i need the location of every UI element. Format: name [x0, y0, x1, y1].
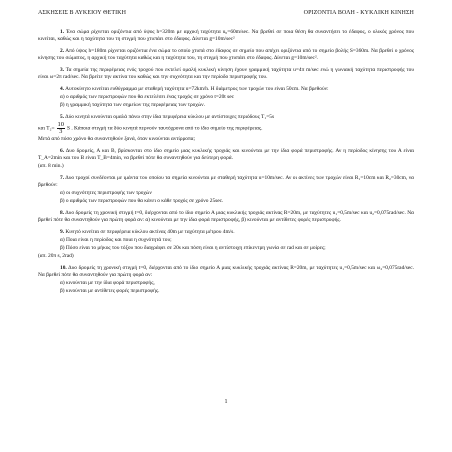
- exercise-9-part-b: β) Πόσο είναι το μήκος του τόξου που διαγράφει σε 20s και πόση είναι η αντίστοιχη επίκεντρη γωνία σε rad και σε μοίρες;: [60, 245, 326, 251]
- exercise-1: [38, 29, 414, 43]
- exercise-text: Δυο τροχοί συνδέονται με ιμάντα του οποίου τα σημεία κινούνται με σταθερή ταχύτητα u=10m/sec. Αν οι ακτίνες των τροχών είναι R₁=10cm και R₂=30cm, να βρεθούν:: [38, 175, 414, 188]
- exercise-6: [38, 148, 414, 162]
- exercise-number: 1.: [60, 29, 65, 35]
- exercise-6-answer: (απ. 8 min.): [38, 163, 64, 169]
- page-header: [38, 10, 414, 16]
- exercise-number: 7.: [60, 175, 65, 181]
- exercise-number: 5.: [60, 114, 65, 120]
- exercise-10-part-a: α) κινούνται με την ίδια φορά περιστροφής,: [60, 280, 155, 286]
- exercise-7: [38, 175, 414, 189]
- exercise-list: [38, 29, 414, 300]
- exercise-text: Δύο κινητά κινούνται ομαλά πάνω στην ίδια περιφέρεια κύκλου με αντίστοιχες περιόδους T₁=5s: [65, 114, 275, 120]
- exercise-number: 10.: [60, 265, 67, 271]
- page-number: 1: [224, 399, 228, 405]
- exercise-text: Από ύψος h=180m ρίχνεται οριζόντια ένα σώμα το οποίο χτυπά στο έδαφος σε σημείο που απέχει οριζόντια από το σημείο βολής S=360m. Να βρεθεί ο χρόνος κίνησης του σώματος, η αρχική του ταχύτητα καθώς και η ταχύτητα του, τη στιγμή που χτυπάει στο έδαφος. Δίνεται g=10m/sec².: [38, 48, 414, 61]
- exercise-2: [38, 48, 414, 62]
- header-course-title: ΑΣΚΗΣΕΙΣ Β ΛΥΚΕΙΟΥ ΘΕΤΙΚΗ: [38, 10, 127, 16]
- exercise-4: [38, 86, 414, 93]
- exercise-text: Δυο δρομείς τη χρονική στιγμή t=0, διέρχονται από το ίδιο σημείο Α μιας κυκλικής τροχιάς ακτίνας R=20m, με ταχύτητες u₁=0,5m/sec και u₂=0,075rad/sec. Να βρεθεί πότε θα συναντηθούν για πρώτη φορά αν: α) κινούνται με την ίδια φορά περιστροφής, β) κινούνται με αντίθετες φορές περιστροφής.: [38, 210, 414, 223]
- exercise-3: [38, 67, 414, 81]
- exercise-text: και T₂=: [38, 125, 55, 132]
- exercise-number: 9.: [60, 229, 65, 235]
- fraction: [57, 122, 66, 135]
- exercise-4-part-a: α) ο αριθμός των περιστροφών που θα εκτελέσει ένας τροχός σε χρόνο t=20t sec: [60, 94, 235, 100]
- exercise-4-part-b: β) η γραμμική ταχύτητα των σημείων της περιφέρειας των τροχών.: [60, 102, 205, 108]
- exercise-text: Αυτοκίνητο κινείται ευθύγραμμα με σταθερή ταχύτητα u=72km/h. Η διάμετρος των τροχών του είναι 50cm. Να βρεθούν:: [65, 86, 329, 92]
- exercise-7-part-b: β) ο αριθμός των περιστροφών που θα κάνει ο κάθε τροχός σε χρόνο 25sec.: [60, 198, 224, 204]
- exercise-10: [38, 265, 414, 279]
- exercise-number: 2.: [60, 48, 65, 54]
- exercise-5-line-2: [38, 122, 414, 135]
- exercise-8: [38, 210, 414, 224]
- exercise-number: 8.: [60, 210, 65, 216]
- exercise-text: S . Κάποια στιγμή τα δύο κινητά περνούν ταυτόχρονα από το ίδιο σημείο της περιφέρειας.: [67, 125, 263, 132]
- fraction-denominator: 3: [59, 128, 63, 135]
- exercise-9: [38, 229, 414, 236]
- exercise-text: Ένα σώμα ρίχνεται οριζόντια από ύψος h=320m με αρχική ταχύτητα u₀=60m/sec. Να βρεθεί σε ποια θέση θα συναντήσει το έδαφος, ο ολικός χρόνος που κινείται, καθώς και η ταχύτητα του τη στιγμή που χτυπάει στο έδαφος. Δίνεται g=10m/sec²: [38, 29, 414, 42]
- fraction-numerator: 10: [57, 121, 65, 128]
- exercise-5: [38, 114, 414, 121]
- exercise-9-part-a: α) Ποια είναι η περίοδος και ποια η συχνότητά του;: [60, 237, 172, 243]
- exercise-number: 3.: [60, 67, 65, 73]
- exercise-number: 4.: [60, 86, 65, 92]
- exercise-10-part-b: β) κινούνται με αντίθετες φορές περιστροφής.: [60, 288, 160, 294]
- exercise-9-answer: (απ. 20π s, 2rad): [38, 253, 74, 259]
- exercise-text: Δυο δρομείς τη χρονική στιγμή t=0, διέρχονται από το ίδιο σημείο Α μιας κυκλικής τροχιάς ακτίνας R=20m, με ταχύτητες u₁=0,5m/sec και ω₂=0,075rad/sec. Να βρεθεί πότε θα συναντηθούν για πρώτη φορά αν:: [38, 265, 414, 278]
- exercise-text: Κινητό κινείται σε περιφέρεια κύκλου ακτίνας 40m με ταχύτητα μέτρου 4m/s.: [65, 229, 235, 235]
- header-topic-title: ΟΡΙΖΟΝΤΙΑ ΒΟΛΗ - ΚΥΚΛΙΚΗ ΚΙΝΗΣΗ: [303, 10, 414, 16]
- exercise-number: 6.: [60, 148, 65, 154]
- exercise-5-line-3: Μετά από πόσο χρόνο θα συναντηθούν ξανά, όταν κινούνται αντίρροπα;: [38, 136, 195, 142]
- exercise-text: Τα σημεία της περιφέρειας ενός τροχού που εκτελεί ομαλή κυκλική κίνηση έχουν γραμμική ταχύτητα u=4π m/sec ενώ η γωνιακή ταχύτητα περιστροφής του είναι ω=2π rad/sec. Να βρείτε την ακτίνα του καθώς και την συχνότητα και την περίοδο περιστροφής του.: [38, 67, 414, 80]
- exercise-text: Δυο δρομείς, Α και Β, βρίσκονται στο ίδιο σημείο μιας κυκλικής τροχιάς και κινούνται με την ίδια φορά περιστροφής. Αν η περίοδος κίνησης του Α είναι T_A=2min και του Β είναι T_B=4min, να βρεθεί πότε θα συναντηθούν για δεύτερη φορά.: [38, 148, 414, 161]
- exercise-7-part-a: α) οι συχνότητες περιστροφής των τροχών: [60, 190, 152, 196]
